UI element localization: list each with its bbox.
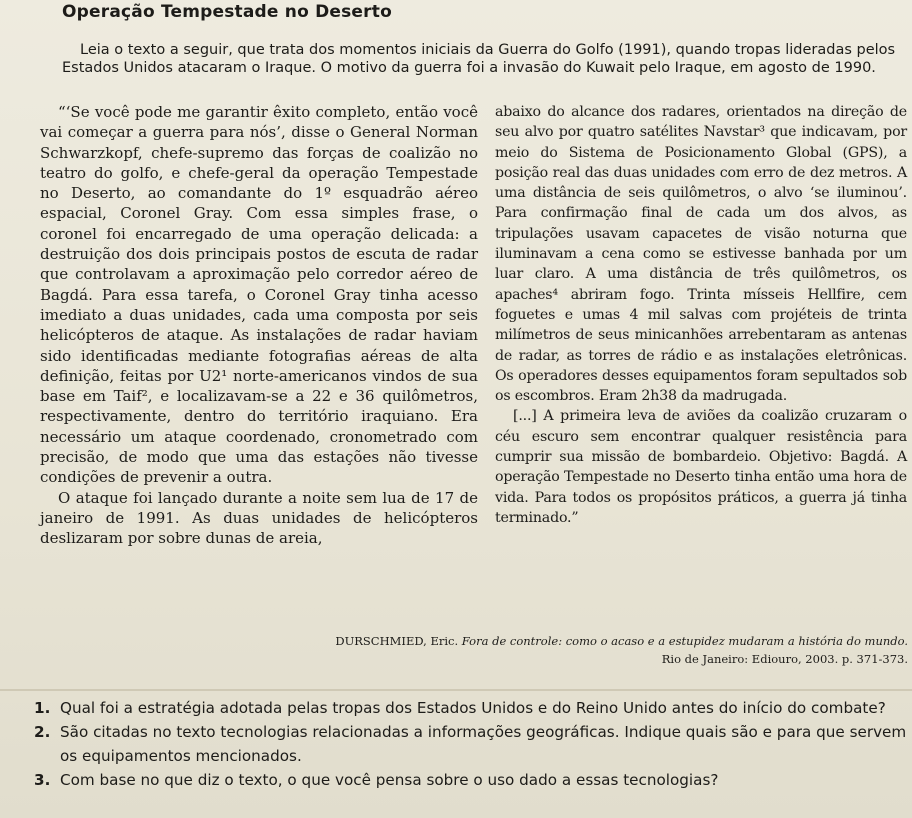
paragraph: abaixo do alcance dos radares, orientados na direção de seu alvo por quatro satélites Navstar³ que indicavam, por meio do Sistema de Posicionamento Global (GPS), a posição real das duas unidades com erro de dez metros. A uma distância de seis quilômetros, o alvo ‘se iluminou’. Para confirmação final de cada um dos alvos, as tripulações usavam capacetes de visão noturna que iluminavam a cena como se estivesse banhada por um luar claro. A uma distância de três quilômetros, os apaches⁴ abriram fogo. Trinta mísseis Hellfire, cem foguetes e umas 4 mil salvas com projéteis de trinta milímetros de seus minicanhões arrebentaram as antenas de radar, as torres de rádio e as instalações eletrônicas. Os operadores desses equipamentos foram sepultados sob os escombros. Eram 2h38 da madrugada. (495, 104, 907, 405)
paragraph: [...] A primeira leva de aviões da coalizão cruzaram o céu escuro sem encontrar qualquer resistência para cumprir sua missão de bombardeio. Objetivo: Bagdá. A operação Tempestade no Deserto tinha então uma hora de vida. Para todos os propósitos práticos, a guerra já tinha terminado.” (495, 408, 907, 526)
question-number: 3. (34, 771, 51, 789)
source-citation (300, 632, 908, 668)
question-number: 2. (34, 723, 51, 741)
citation-author: DURSCHMIED, Eric. (335, 634, 459, 648)
text-column-left (40, 102, 478, 549)
text-column-right (495, 102, 907, 528)
question-text: Qual foi a estratégia adotada pelas tropas dos Estados Unidos e do Reino Unido antes do início do combate? (60, 699, 886, 717)
page-title: Operação Tempestade no Deserto (62, 2, 392, 22)
question-text: São citadas no texto tecnologias relacionadas a informações geográficas. Indique quais são e para que servem os equipamentos mencionados. (60, 723, 907, 765)
citation-publisher: Rio de Janeiro: Ediouro, 2003. p. 371-373. (661, 652, 908, 666)
paragraph: “‘Se você pode me garantir êxito completo, então você vai começar a guerra para nós’, disse o General Norman Schwarzkopf, chefe-supremo das forças de coalizão no teatro do golfo, e chefe-geral da operação Tempestade no Deserto, ao comandante do 1º esquadrão aéreo espacial, Coronel Gray. Com essa simples frase, o coronel foi encarregado de uma operação delicada: a destruição dos dois principais postos de escuta de radar que controlavam a aproximação pelo corredor aéreo de Bagdá. Para essa tarefa, o Coronel Gray tinha acesso imediato a duas unidades, cada uma composta por seis helicópteros de ataque. As instalações de radar haviam sido identificadas mediante fotografias aéreas de alta definição, feitas por U2¹ norte-americanos vindos de sua base em Taif², e localizavam-se a 22 e 36 quilômetros, respectivamente, dentro do território iraquiano. Era necessário um ataque coordenado, cronometrado com precisão, de modo que uma das estações não tivesse condições de prevenir a outra. (40, 103, 478, 487)
section-divider (0, 689, 912, 691)
question-number: 1. (34, 699, 51, 717)
intro-text: Leia o texto a seguir, que trata dos momentos iniciais da Guerra do Golfo (1991), quando tropas lideradas pelos Estados Unidos atacaram o Iraque. O motivo da guerra foi a invasão do Kuwait pelo Iraque, em agosto de 1990. (62, 42, 896, 76)
question-item (34, 696, 908, 720)
question-text: Com base no que diz o texto, o que você pensa sobre o uso dado a essas tecnologias? (60, 771, 719, 789)
question-item (34, 720, 908, 768)
citation-book: Fora de controle: como o acaso e a estupidez mudaram a história do mundo. (461, 634, 908, 648)
question-item (34, 768, 908, 792)
questions-list (34, 696, 908, 792)
paragraph: O ataque foi lançado durante a noite sem lua de 17 de janeiro de 1991. As duas unidades de helicópteros deslizaram por sobre dunas de areia, (40, 488, 478, 548)
